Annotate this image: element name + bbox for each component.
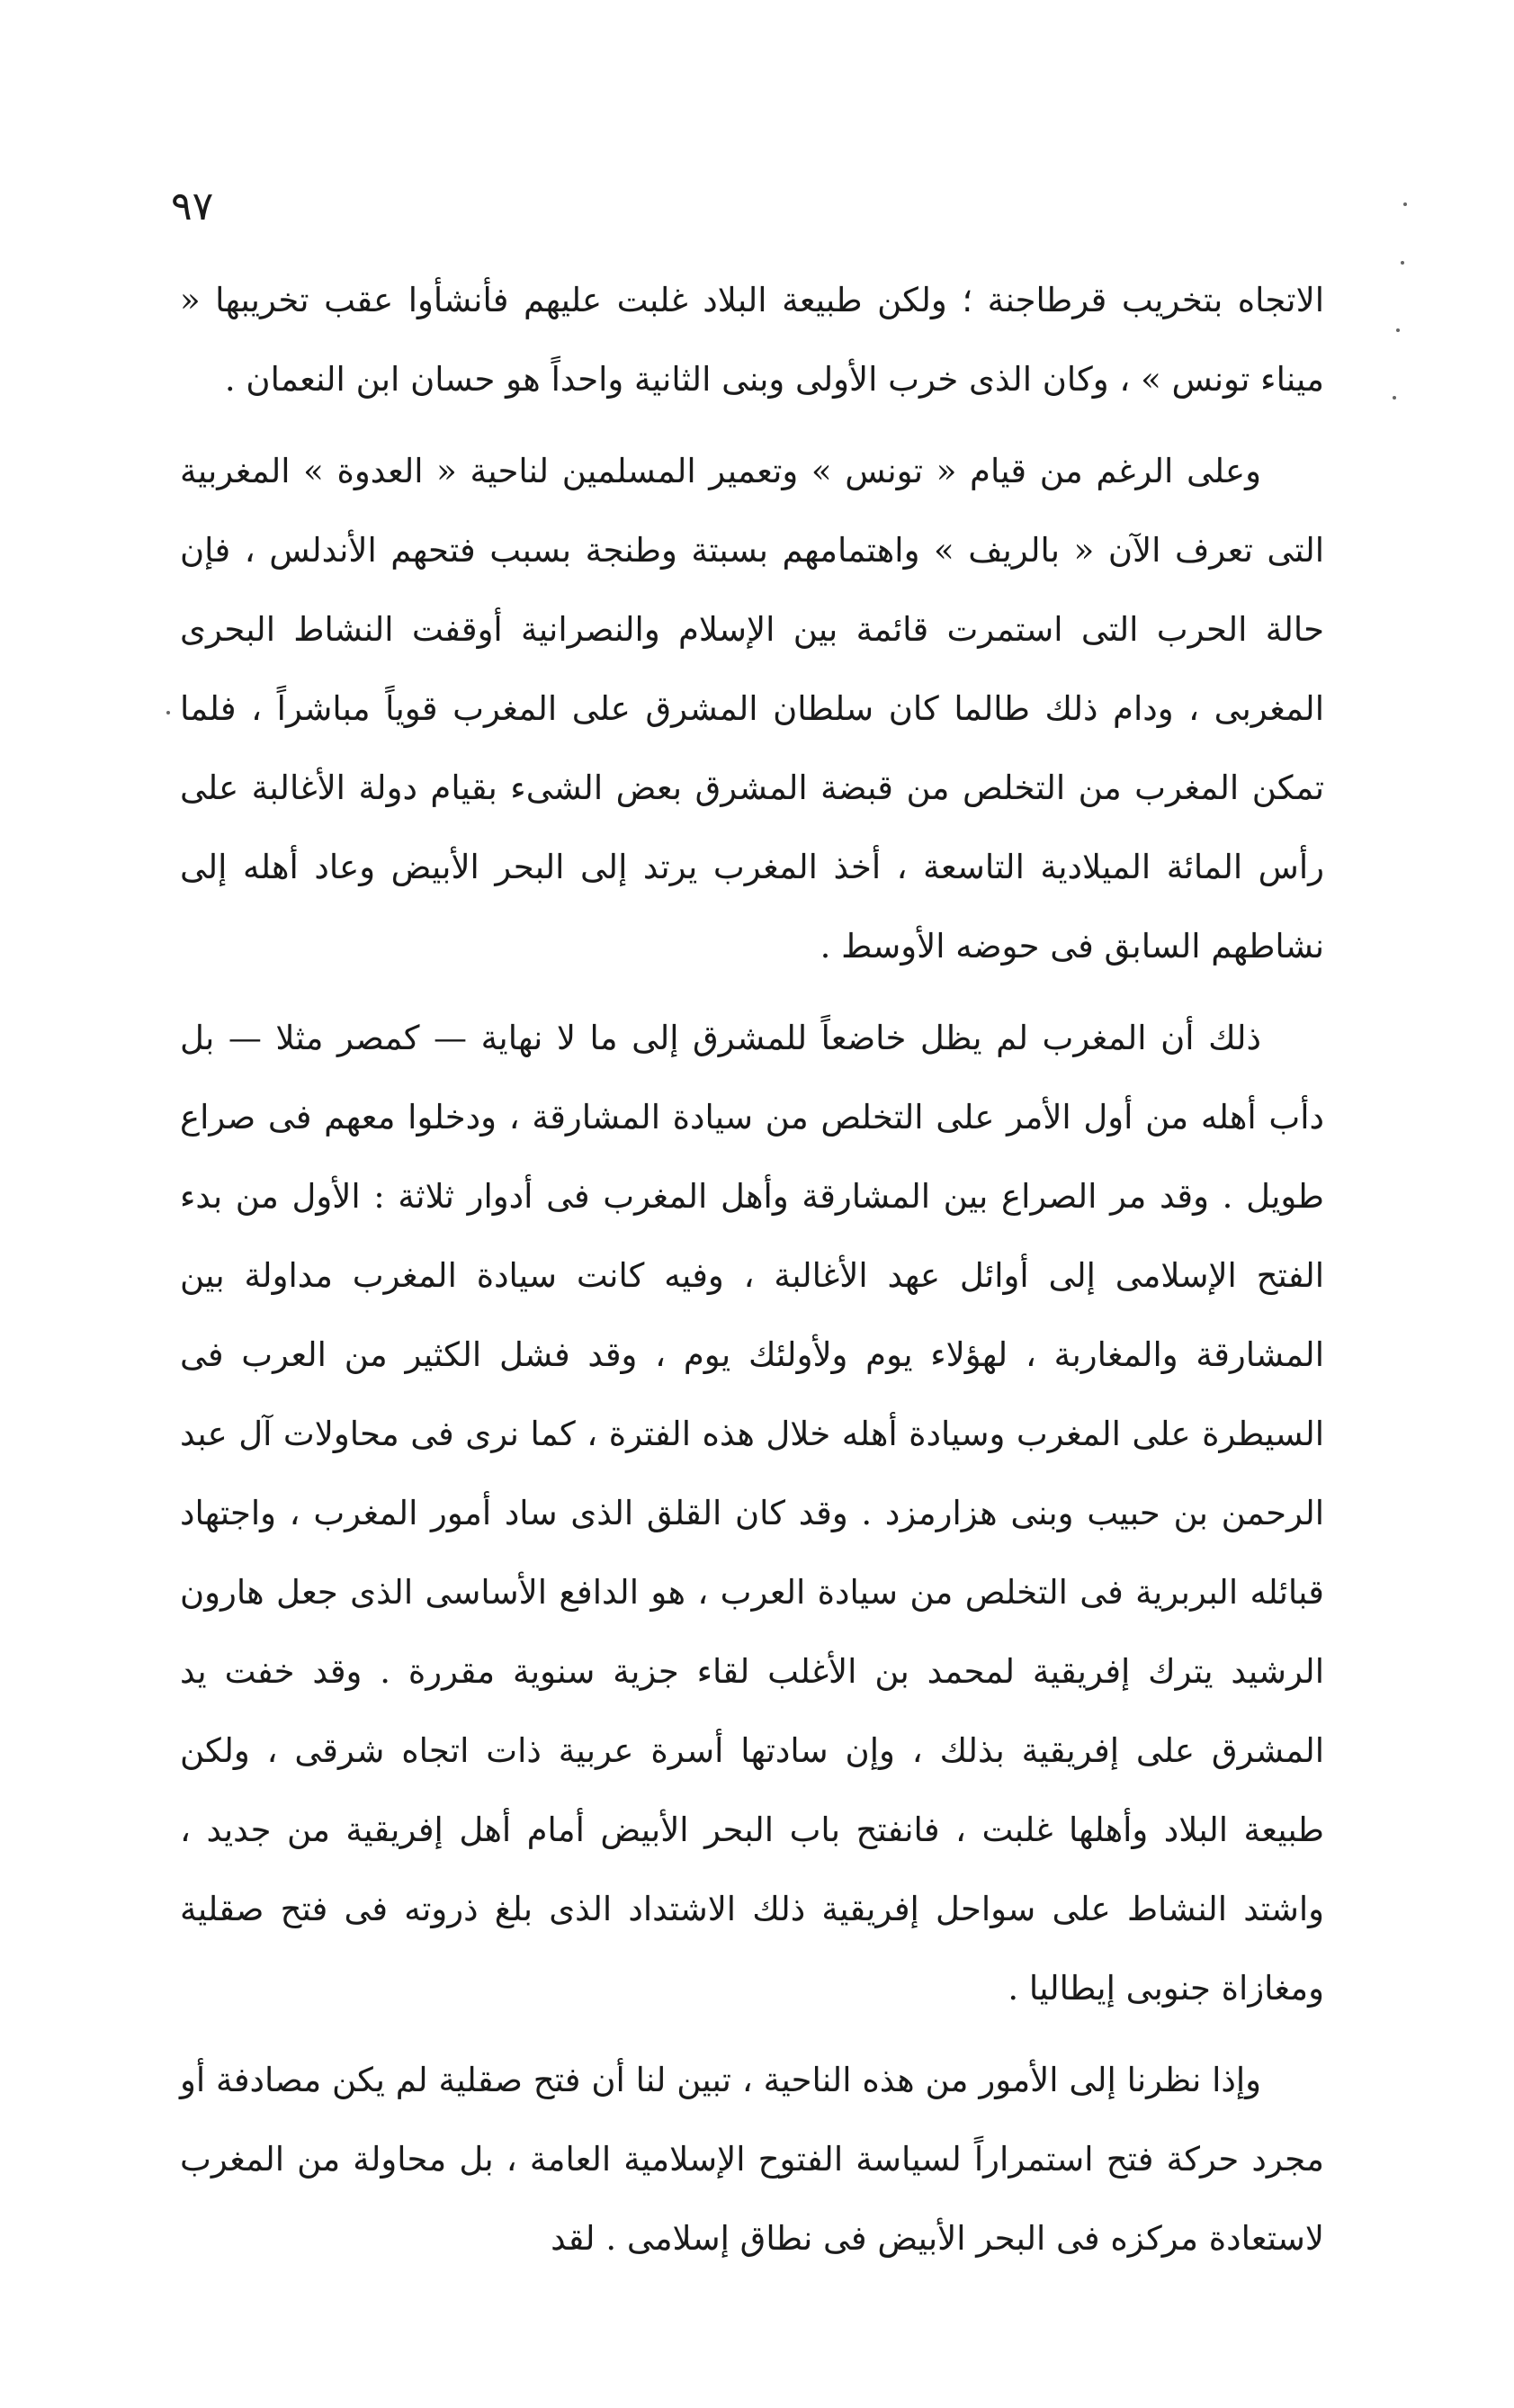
scan-speck xyxy=(1403,202,1407,206)
scan-speck xyxy=(166,711,170,714)
paragraph-2: وعلى الرغم من قيام « تونس » وتعمير المسلمين لناحية « العدوة » المغربية التى تعرف الآن « بالريف » واهتمامهم بسبتة وطنجة بسبب فتحهم الأندلس ، فإن حالة الحرب التى استمرت قائمة بين الإسلام والنصرانية أوقفت النشاط البحرى المغربى ، ودام ذلك طالما كان سلطان المشرق على المغرب قوياً مباشراً ، فلما تمكن المغرب من التخلص من قبضة المشرق بعض الشىء بقيام دولة الأغالبة على رأس المائة الميلادية التاسعة ، أخذ المغرب يرتد إلى البحر الأبيض وعاد أهله إلى نشاطهم السابق فى حوضه الأوسط . xyxy=(180,452,1324,966)
paragraph-1: الاتجاه بتخريب قرطاجنة ؛ ولكن طبيعة البلاد غلبت عليهم فأنشأوا عقب تخريبها « ميناء تونس » ، وكان الذى خرب الأولى وبنى الثانية واحداً هو حسان ابن النعمان . xyxy=(180,281,1324,399)
page-number: ٩٧ xyxy=(171,184,214,229)
scan-speck xyxy=(1401,261,1404,265)
paragraph-3: ذلك أن المغرب لم يظل خاضعاً للمشرق إلى ما لا نهاية — كمصر مثلا — بل دأب أهله من أول الأمر على التخلص من سيادة المشارقة ، ودخلوا معهم فى صراع طويل . وقد مر الصراع بين المشارقة وأهل المغرب فى أدوار ثلاثة : الأول من بدء الفتح الإسلامى إلى أوائل عهد الأغالبة ، وفيه كانت سيادة المغرب مداولة بين المشارقة والمغاربة ، لهؤلاء يوم ولأولئك يوم ، وقد فشل الكثير من العرب فى السيطرة على المغرب وسيادة أهله خلال هذه الفترة ، كما نرى فى محاولات آل عبد الرحمن بن حبيب وبنى هزارمزد . وقد كان القلق الذى ساد أمور المغرب ، واجتهاد قبائله البربرية فى التخلص من سيادة العرب ، هو الدافع الأساسى الذى جعل هارون الرشيد يترك إفريقية لمحمد بن الأغلب لقاء جزية سنوية مقررة . وقد خفت يد المشرق على إفريقية بذلك ، وإن سادتها أسرة عربية ذات اتجاه شرقى ، ولكن طبيعة البلاد وأهلها غلبت ، فانفتح باب البحر الأبيض أمام أهل إفريقية من جديد ، واشتد النشاط على سواحل إفريقية ذلك الاشتداد الذى بلغ ذروته فى فتح صقلية ومغازاة جنوبى إيطاليا . xyxy=(180,1019,1324,2008)
paragraph-4: وإذا نظرنا إلى الأمور من هذه الناحية ، تبين لنا أن فتح صقلية لم يكن مصادفة أو مجرد حركة فتح استمراراً لسياسة الفتوح الإسلامية العامة ، بل محاولة من المغرب لاستعادة مركزه فى البحر الأبيض فى نطاق إسلامى . لقد xyxy=(180,2061,1324,2258)
scan-speck xyxy=(1393,396,1396,400)
scan-speck xyxy=(1396,328,1400,332)
body-text xyxy=(180,261,1324,2278)
